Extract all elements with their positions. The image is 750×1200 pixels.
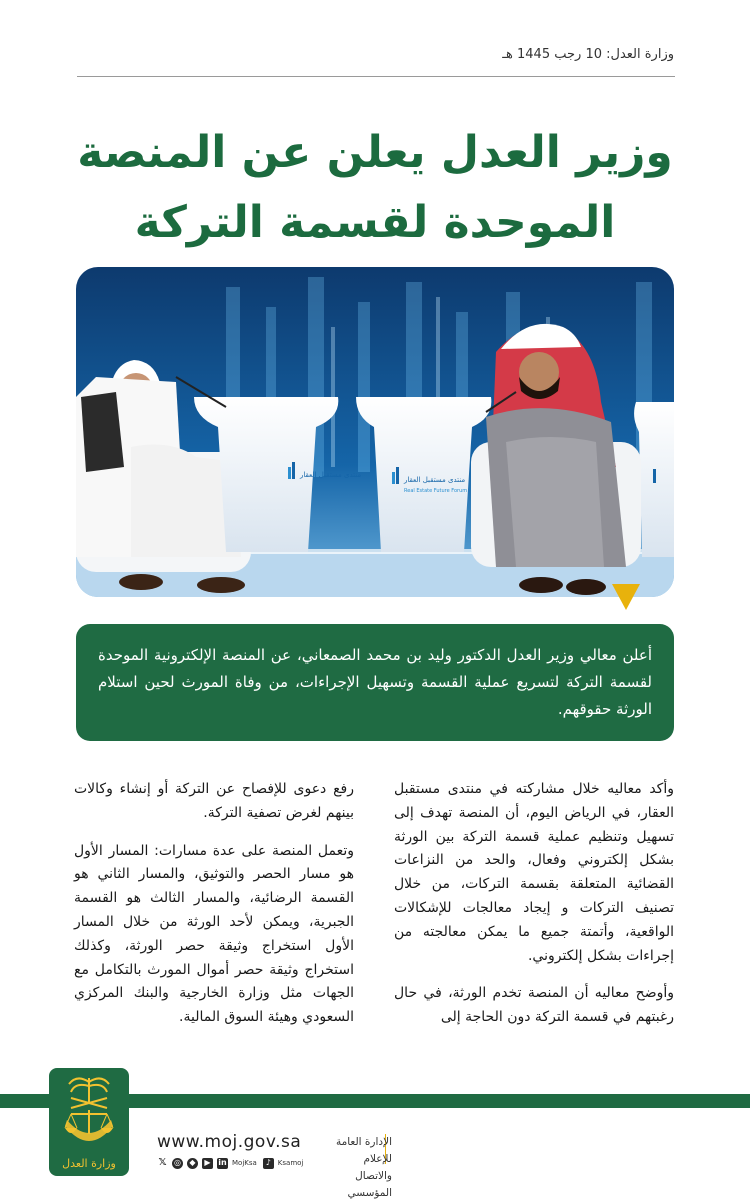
body-column-right (394, 778, 674, 1030)
social-links (157, 1156, 309, 1170)
stage-sign-ar-2: منتدى مستقبل العقار (404, 476, 466, 484)
lead-text: أعلن معالي وزير العدل الدكتور وليد بن محمد الصمعاني، عن المنصة الإلكترونية الموحدة لقسمة التركة لتسريع عملية القسمة وتسهيل الإجراءات، من وفاة المورث لحين استلام الورثة حقوقهم. (98, 646, 652, 718)
ministry-logo (49, 1068, 129, 1176)
body-column-left (74, 778, 354, 1030)
x-icon[interactable]: 𝕏 (158, 1157, 167, 1168)
dateline: وزارة العدل: 10 رجب 1445 هـ (502, 47, 674, 62)
website-link[interactable]: www.moj.gov.sa (157, 1132, 302, 1152)
stage-sign-en: Real Estate Future Forum (404, 488, 468, 494)
headline-line-2: الموحدة لقسمة التركة (134, 197, 616, 248)
social-handle-2: Ksamoj (277, 1159, 304, 1167)
headline (40, 118, 710, 258)
event-photo (76, 267, 674, 597)
department-line-2: والاتصال المؤسسي (347, 1170, 392, 1199)
lead-box (76, 624, 674, 741)
body-paragraph: وتعمل المنصة على عدة مسارات: المسار الأول هو مسار الحصر والتوثيق، والمسار الثاني هو القسمة الرضائية، والمسار الثالث هو القسمة الجبرية، ويمكن لأحد الورثة من خلال المسار الأول استخراج وثيقة حصر الورثة، وكذلك استخراج وثيقة حصر أموال المورث بالتكامل مع الجهات مثل وزارة الخارجية والبنك المركزي السعودي وهيئة السوق المالية. (74, 842, 354, 1026)
snapchat-icon[interactable]: ◆ (187, 1158, 198, 1169)
header-rule (77, 76, 675, 77)
tiktok-icon[interactable]: ♪ (263, 1158, 274, 1169)
body-paragraph: وأوضح معاليه أن المنصة تخدم الورثة، في حال رغبتهم في قسمة التركة دون الحاجة إلى (394, 985, 674, 1026)
logo-text: وزارة العدل (62, 1157, 116, 1170)
youtube-icon[interactable]: ▶ (202, 1158, 213, 1169)
linkedin-icon[interactable]: in (218, 1158, 227, 1167)
department-line-1: الإدارة العامة للإعلام (335, 1136, 392, 1165)
stage-sign-ar: منتدى مستقبل العقار (300, 471, 362, 479)
body-paragraph: وأكد معاليه خلال مشاركته في منتدى مستقبل العقار، في الرياض اليوم، أن المنصة تهدف إلى تسهيل وتنظيم عملية قسمة التركة بين الورثة بشكل إلكتروني وفعال، والحد من النزاعات القضائية المتعلقة بقسمة التركات، من خلال تصنيف التركات و إيجاد معالجات للإشكالات الواقعية، وأتمتة جميع ما يمكن معالجته من إجراءات بشكل إلكتروني. (394, 781, 674, 964)
department-name (310, 1134, 392, 1200)
instagram-icon[interactable]: ◎ (172, 1158, 183, 1169)
body-paragraph: رفع دعوى للإفصاح عن التركة أو إنشاء وكالات بينهم لغرض تصفية التركة. (74, 781, 354, 821)
gold-pointer-triangle (612, 584, 640, 610)
social-handle-1: MojKsa (232, 1159, 257, 1167)
headline-line-1: وزير العدل يعلن عن المنصة (77, 127, 673, 178)
